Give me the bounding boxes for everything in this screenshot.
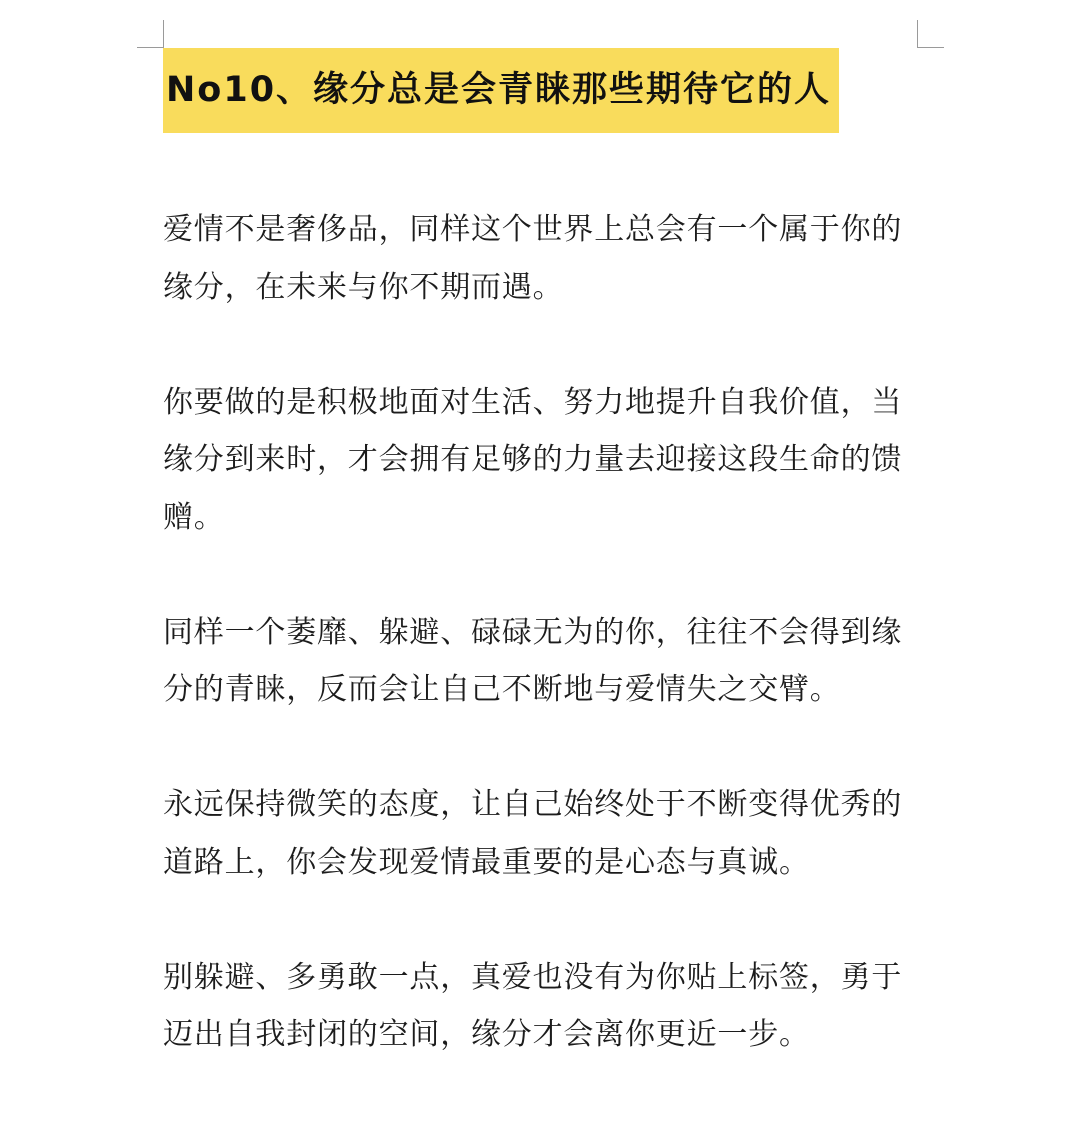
document-title: No10、缘分总是会青睐那些期待它的人 [163,48,839,133]
document-body [163,201,923,1064]
page-corner-mark-top-left [137,20,164,48]
paragraph-1: 爱情不是奢侈品，同样这个世界上总会有一个属于你的缘分，在未来与你不期而遇。 [163,212,903,305]
paragraph-2: 你要做的是积极地面对生活、努力地提升自我价值，当缘分到来时，才会拥有足够的力量去迎接这段生命的馈赠。 [163,384,903,535]
paragraph-5: 别躲避、多勇敢一点，真爱也没有为你贴上标签，勇于迈出自我封闭的空间，缘分才会离你更近一步。 [163,959,903,1052]
document-page [163,48,923,1121]
page-corner-mark-top-right [917,20,944,48]
paragraph-4: 永远保持微笑的态度，让自己始终处于不断变得优秀的道路上，你会发现爱情最重要的是心态与真诚。 [163,787,903,880]
paragraph-3: 同样一个萎靡、躲避、碌碌无为的你，往往不会得到缘分的青睐，反而会让自己不断地与爱情失之交臂。 [163,614,903,707]
